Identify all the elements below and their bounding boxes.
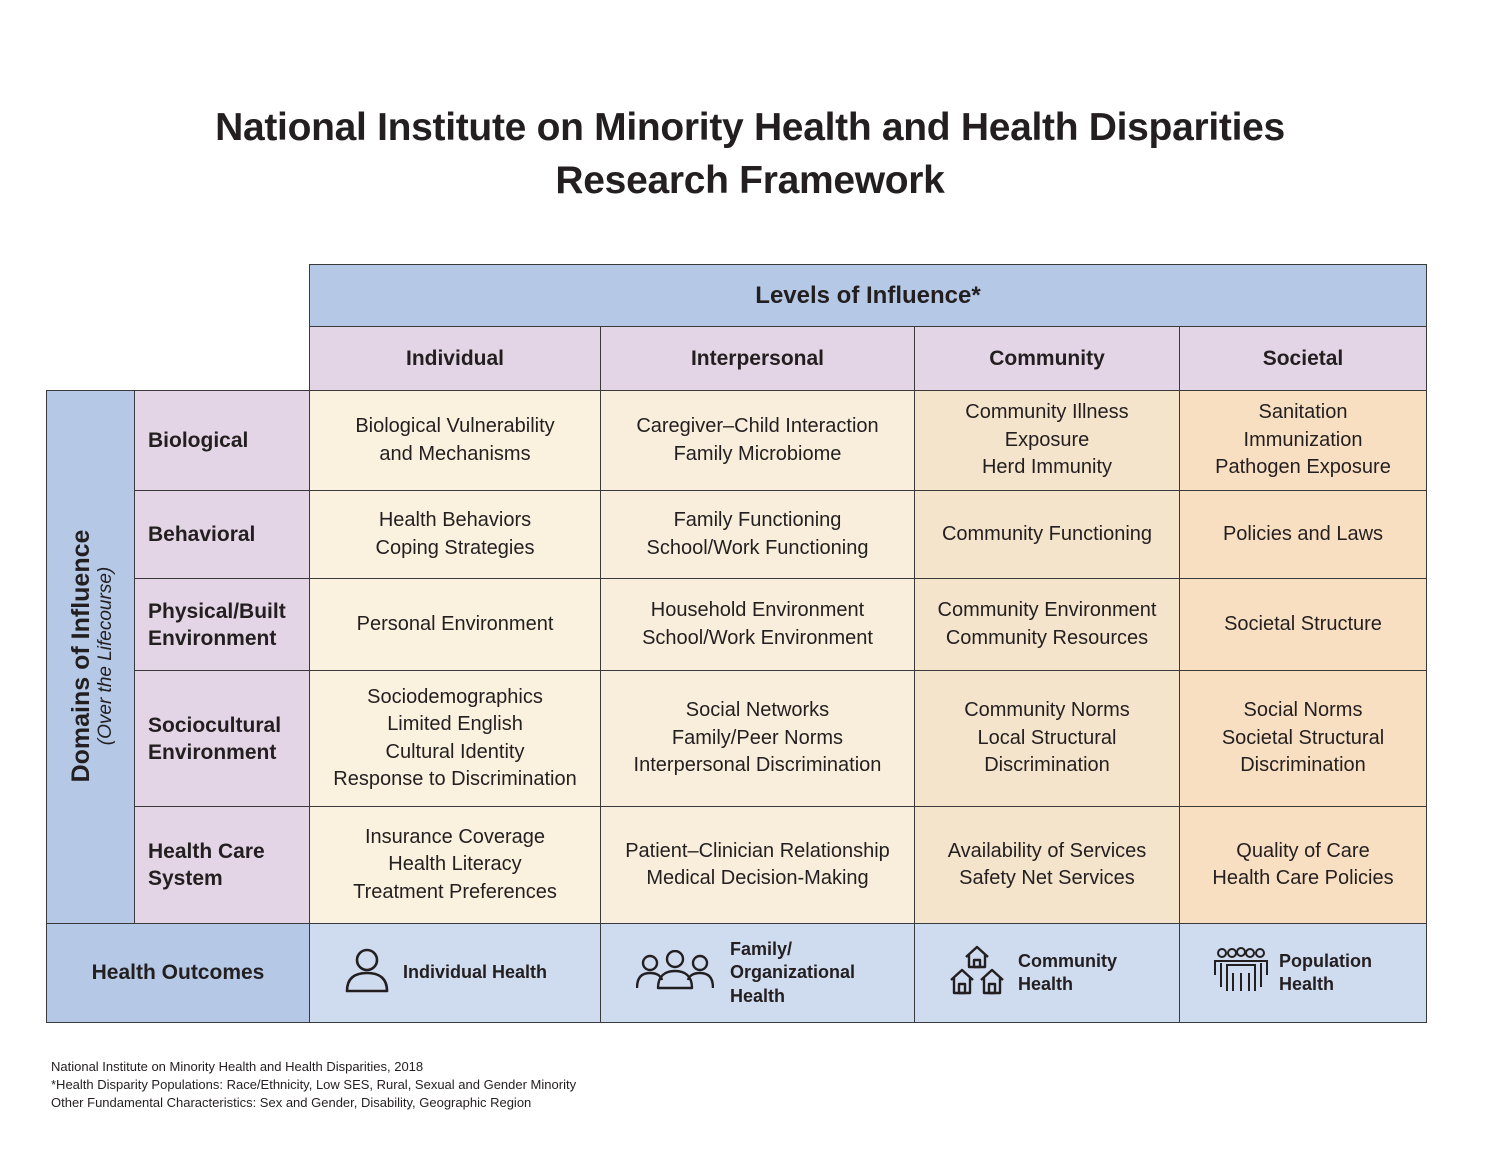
cell-healthcare-individual [309, 806, 601, 924]
cell-text: Household Environment School/Work Environment [642, 599, 873, 649]
cell-text: Policies and Laws [1222, 522, 1384, 545]
row-header-biological [134, 390, 310, 491]
outcome-population-health [1179, 923, 1427, 1023]
cell-text: Community Illness Exposure Herd Immunity [965, 401, 1129, 479]
outcome-label: Population Health [1279, 950, 1372, 994]
houses-icon [950, 943, 1004, 1004]
outcome-community-health [914, 923, 1180, 1023]
cell-text: Personal Environment [356, 612, 554, 635]
cell-biological-individual [309, 390, 601, 491]
cell-text: Insurance Coverage Health Literacy Treatment Preferences [353, 825, 557, 903]
cell-biological-community [914, 390, 1180, 491]
cell-physical-individual [309, 578, 601, 671]
domains-subtitle: (Over the Lifecourse) [95, 566, 116, 746]
row-header-sociocultural [134, 670, 310, 807]
cell-physical-societal [1179, 578, 1427, 671]
person-icon [343, 946, 391, 1001]
row-header-health-care-system [134, 806, 310, 924]
population-icon [1213, 947, 1269, 1000]
title-line-1: National Institute on Minority Health and Health Disparities [215, 106, 1285, 149]
cell-sociocultural-societal [1179, 670, 1427, 807]
row-label: Physical/Built Environment [148, 599, 286, 650]
outcome-label: Family/ Organizational Health [730, 938, 856, 1006]
column-label: Societal [1262, 346, 1344, 370]
cell-text: Patient–Clinician Relationship Medical Decision-Making [625, 839, 890, 889]
cell-behavioral-individual [309, 490, 601, 579]
column-header-societal [1179, 326, 1427, 391]
outcome-individual-health [309, 923, 601, 1023]
cell-behavioral-societal [1179, 490, 1427, 579]
row-header-physical-built [134, 578, 310, 671]
column-header-community [914, 326, 1180, 391]
health-outcomes-label: Health Outcomes [91, 961, 265, 985]
cell-biological-societal [1179, 390, 1427, 491]
domains-of-influence-label [52, 390, 132, 923]
page-title [0, 101, 1500, 207]
cell-text: Social Norms Societal Structural Discrimination [1221, 699, 1385, 777]
cell-physical-interpersonal [600, 578, 915, 671]
row-label: Health Care System [148, 840, 265, 890]
cell-text: Biological Vulnerability and Mechanisms [355, 415, 555, 465]
row-label: Sociocultural Environment [148, 713, 282, 764]
cell-physical-community [914, 578, 1180, 671]
title-line-2: Research Framework [555, 159, 945, 202]
row-header-behavioral [134, 490, 310, 579]
cell-text: Quality of Care Health Care Policies [1212, 839, 1394, 889]
cell-behavioral-community [914, 490, 1180, 579]
cell-healthcare-interpersonal [600, 806, 915, 924]
levels-of-influence-label: Levels of Influence* [755, 281, 981, 309]
levels-of-influence-header [309, 264, 1427, 327]
cell-text: Social Networks Family/Peer Norms Interpersonal Discrimination [633, 699, 882, 777]
footnote-source: National Institute on Minority Health and Health Disparities, 2018 [51, 1059, 424, 1074]
cell-sociocultural-community [914, 670, 1180, 807]
cell-text: Caregiver–Child Interaction Family Microbiome [636, 415, 879, 465]
outcome-label: Individual Health [403, 962, 548, 983]
cell-text: Societal Structure [1224, 612, 1382, 635]
cell-biological-interpersonal [600, 390, 915, 491]
outcome-family-organizational-health [600, 923, 915, 1023]
cell-sociocultural-interpersonal [600, 670, 915, 807]
column-header-interpersonal [600, 326, 915, 391]
family-icon [636, 950, 714, 997]
footnote-other-characteristics: Other Fundamental Characteristics: Sex and Gender, Disability, Geographic Region [51, 1095, 532, 1110]
column-header-individual [309, 326, 601, 391]
outcome-label: Community Health [1018, 950, 1117, 994]
cell-text: Availability of Services Safety Net Services [947, 839, 1147, 889]
column-label: Individual [405, 346, 504, 370]
domains-title: Domains of Influence [67, 529, 95, 783]
cell-text: Community Functioning [941, 522, 1153, 545]
cell-healthcare-community [914, 806, 1180, 924]
cell-behavioral-interpersonal [600, 490, 915, 579]
row-label: Biological [148, 429, 249, 452]
health-outcomes-header [46, 923, 310, 1023]
cell-text: Sociodemographics Limited English Cultural Identity Response to Discrimination [333, 685, 577, 790]
cell-text: Community Environment Community Resources [937, 599, 1157, 649]
cell-text: Sanitation Immunization Pathogen Exposure [1215, 401, 1391, 479]
cell-text: Health Behaviors Coping Strategies [375, 509, 535, 559]
column-label: Interpersonal [690, 346, 825, 370]
cell-text: Community Norms Local Structural Discrimination [964, 699, 1130, 777]
cell-sociocultural-individual [309, 670, 601, 807]
footnote-disparity-populations: *Health Disparity Populations: Race/Ethnicity, Low SES, Rural, Sexual and Gender Minority [51, 1077, 577, 1092]
cell-text: Family Functioning School/Work Functioning [646, 509, 869, 559]
row-label: Behavioral [148, 523, 256, 546]
column-label: Community [989, 346, 1105, 370]
cell-healthcare-societal [1179, 806, 1427, 924]
